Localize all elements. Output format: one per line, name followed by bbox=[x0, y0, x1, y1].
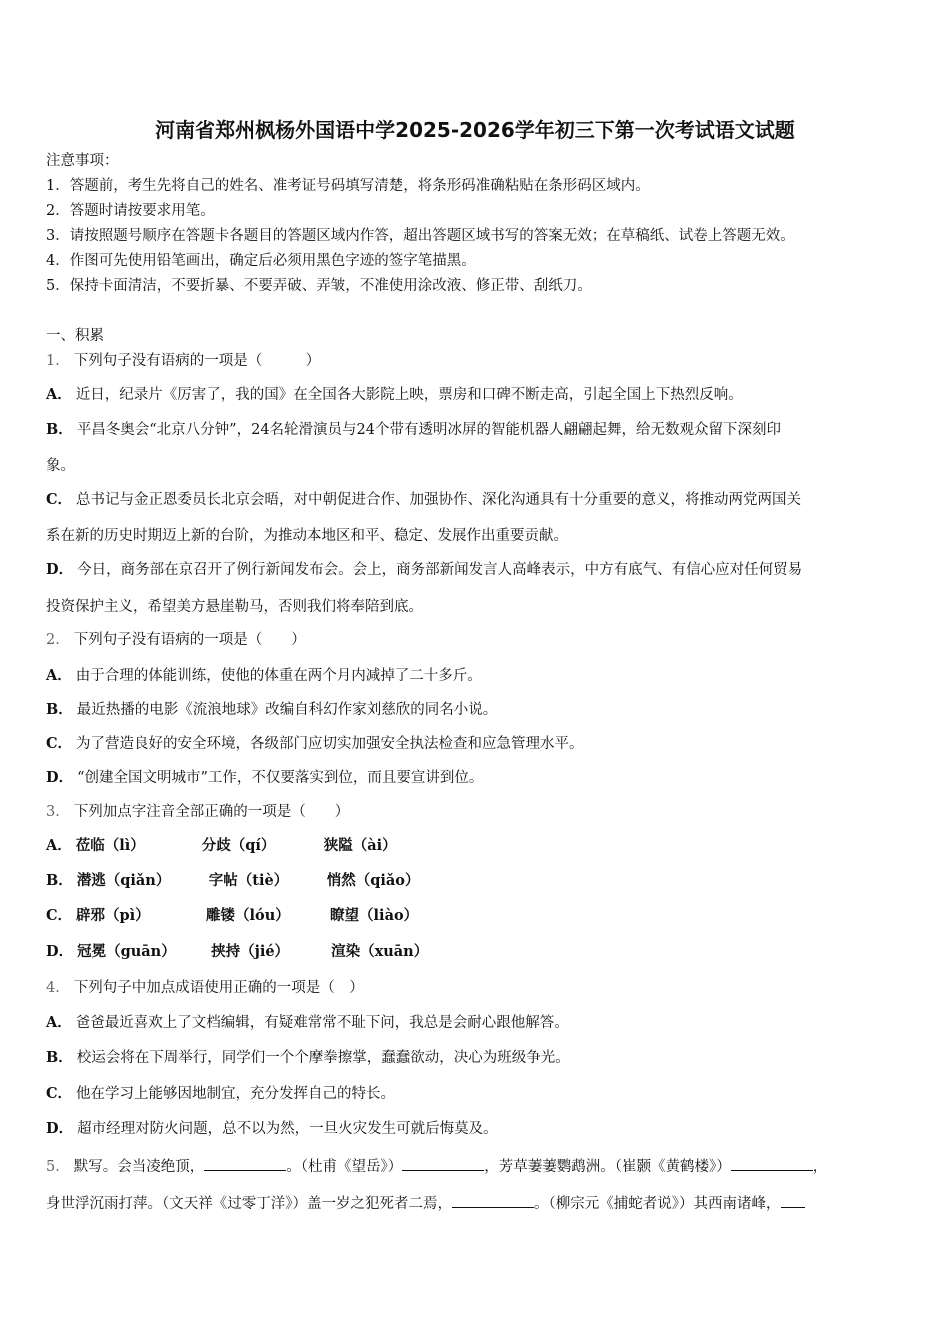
question-3-option-a bbox=[46, 837, 397, 855]
question-1-option-d bbox=[46, 561, 802, 579]
question-text: 。（柳宗元《捕蛇者说》）其西南诸峰， bbox=[534, 1196, 781, 1212]
question-1-option-b bbox=[46, 421, 781, 439]
option-text: 今日，商务部在京召开了例行新闻发布会。会上，商务部新闻发言人高峰表示，中方有底气、有信心应对任何贸易 bbox=[77, 562, 803, 578]
option-text: 总书记与金正恩委员长北京会晤，对中朝促进合作、加强协作、深化沟通具有十分重要的意义，将推动两党两国关 bbox=[76, 492, 802, 508]
question-number: 5． bbox=[46, 1159, 70, 1175]
notice-heading: 注意事项： bbox=[46, 153, 119, 169]
option-label: B． bbox=[46, 1049, 73, 1066]
question-1-option-b-cont: 象。 bbox=[46, 458, 75, 474]
question-1-option-a bbox=[46, 386, 743, 404]
option-text: 平昌冬奥会“北京八分钟”，24名轮滑演员与24个带有透明冰屏的智能机器人翩翩起舞，给无数观众留下深刻印 bbox=[76, 422, 781, 438]
pinyin-item: 字帖（tiè） bbox=[208, 872, 289, 889]
question-3-option-d bbox=[46, 943, 428, 961]
section-heading: 一、积累 bbox=[46, 328, 104, 344]
pinyin-item: 分歧（qí） bbox=[201, 837, 276, 854]
option-label: B． bbox=[46, 701, 73, 718]
question-2-stem bbox=[46, 631, 306, 649]
pinyin-item: 冠冕（guān） bbox=[77, 943, 176, 960]
pinyin-item: 狭隘（ài） bbox=[323, 837, 397, 854]
question-number: 1． bbox=[46, 353, 70, 369]
option-text: 最近热播的电影《流浪地球》改编自科幻作家刘慈欣的同名小说。 bbox=[76, 702, 498, 718]
question-4-option-d bbox=[46, 1120, 498, 1138]
notice-item: 1．答题前，考生先将自己的姓名、准考证号码填写清楚，将条形码准确粘贴在条形码区域内。 bbox=[46, 178, 650, 194]
question-text: 下列句子中加点成语使用正确的一项是（ ） bbox=[73, 980, 364, 996]
question-text: 下列加点字注音全部正确的一项是（ ） bbox=[73, 804, 350, 820]
question-text: 默写。会当凌绝顶， bbox=[73, 1159, 205, 1175]
option-label: D． bbox=[46, 943, 74, 960]
question-number: 4． bbox=[46, 980, 70, 996]
question-number: 2． bbox=[46, 632, 70, 648]
question-1-option-c bbox=[46, 491, 801, 509]
question-4-option-b bbox=[46, 1049, 570, 1067]
option-label: C． bbox=[46, 1085, 73, 1102]
option-label: C． bbox=[46, 907, 73, 924]
question-3-option-c bbox=[46, 907, 418, 925]
question-5-line-2 bbox=[46, 1193, 805, 1213]
question-1-stem bbox=[46, 352, 320, 370]
option-text: 由于合理的体能训练，使他的体重在两个月内减掉了二十多斤。 bbox=[75, 668, 482, 684]
fill-blank[interactable] bbox=[781, 1193, 805, 1208]
question-1-option-d-cont: 投资保护主义，希望美方悬崖勒马，否则我们将奉陪到底。 bbox=[46, 599, 423, 615]
pinyin-item: 悄然（qiǎo） bbox=[326, 872, 420, 889]
pinyin-item: 雕镂（lóu） bbox=[206, 907, 290, 924]
page-title: 河南省郑州枫杨外国语中学2025-2026学年初三下第一次考试语文试题 bbox=[155, 118, 795, 142]
option-label: D． bbox=[46, 1120, 74, 1137]
question-4-stem bbox=[46, 979, 364, 997]
question-number: 3． bbox=[46, 804, 70, 820]
question-text: 身世浮沉雨打萍。（文天祥《过零丁洋》）盖一岁之犯死者二焉， bbox=[46, 1196, 452, 1212]
question-text: ，芳草萋萋鹦鹉洲。（崔颢《黄鹤楼》） bbox=[484, 1159, 731, 1175]
option-text: 他在学习上能够因地制宜，充分发挥自己的特长。 bbox=[76, 1086, 396, 1102]
option-label: D． bbox=[46, 561, 74, 578]
fill-blank[interactable] bbox=[452, 1193, 534, 1208]
pinyin-item: 潜逃（qiǎn） bbox=[76, 872, 171, 889]
option-label: A． bbox=[46, 837, 72, 854]
option-label: A． bbox=[46, 386, 72, 403]
fill-blank[interactable] bbox=[204, 1156, 286, 1171]
option-label: C． bbox=[46, 735, 73, 752]
question-1-option-c-cont: 系在新的历史时期迈上新的台阶，为推动本地区和平、稳定、发展作出重要贡献。 bbox=[46, 528, 568, 544]
option-text: “创建全国文明城市”工作，不仅要落实到位，而且要宣讲到位。 bbox=[77, 770, 484, 786]
question-text: 下列句子没有语病的一项是（ ） bbox=[73, 353, 321, 369]
question-4-option-a bbox=[46, 1014, 569, 1032]
question-2-option-a bbox=[46, 667, 482, 685]
pinyin-item: 辟邪（pì） bbox=[76, 907, 150, 924]
question-3-stem bbox=[46, 803, 349, 821]
question-5-line-1 bbox=[46, 1156, 827, 1176]
question-4-option-c bbox=[46, 1085, 395, 1103]
question-text: ， bbox=[812, 1159, 828, 1175]
option-label: B． bbox=[46, 872, 73, 889]
pinyin-item: 瞭望（liào） bbox=[330, 907, 419, 924]
option-label: B． bbox=[46, 421, 73, 438]
question-2-option-b bbox=[46, 701, 497, 719]
option-label: C． bbox=[46, 491, 73, 508]
question-text: 。（杜甫《望岳》） bbox=[286, 1159, 403, 1175]
option-label: D． bbox=[46, 769, 74, 786]
notice-item: 2．答题时请按要求用笔。 bbox=[46, 203, 215, 219]
option-text: 近日，纪录片《厉害了，我的国》在全国各大影院上映，票房和口碑不断走高，引起全国上下热烈反响。 bbox=[75, 387, 743, 403]
option-text: 校运会将在下周举行，同学们一个个摩拳擦掌，蠢蠢欲动，决心为班级争光。 bbox=[76, 1050, 570, 1066]
pinyin-item: 挟持（jié） bbox=[211, 943, 290, 960]
question-3-option-b bbox=[46, 872, 419, 890]
option-text: 为了营造良好的安全环境，各级部门应切实加强安全执法检查和应急管理水平。 bbox=[76, 736, 584, 752]
question-2-option-d bbox=[46, 769, 483, 787]
option-label: A． bbox=[46, 1014, 72, 1031]
option-label: A． bbox=[46, 667, 72, 684]
pinyin-item: 莅临（lì） bbox=[75, 837, 145, 854]
fill-blank[interactable] bbox=[402, 1156, 484, 1171]
question-text: 下列句子没有语病的一项是（ ） bbox=[73, 632, 306, 648]
option-text: 爸爸最近喜欢上了文档编辑，有疑难常常不耻下问，我总是会耐心跟他解答。 bbox=[75, 1015, 569, 1031]
question-2-option-c bbox=[46, 735, 584, 753]
notice-item: 4．作图可先使用铅笔画出，确定后必须用黑色字迹的签字笔描黑。 bbox=[46, 253, 476, 269]
option-text: 超市经理对防火问题，总不以为然，一旦火灾发生可就后悔莫及。 bbox=[77, 1121, 498, 1137]
notice-item: 5．保持卡面清洁，不要折暴、不要弄破、弄皱，不准使用涂改液、修正带、刮纸刀。 bbox=[46, 278, 592, 294]
notice-item: 3．请按照题号顺序在答题卡各题目的答题区域内作答，超出答题区域书写的答案无效；在草稿纸、试卷上答题无效。 bbox=[46, 228, 795, 244]
pinyin-item: 渲染（xuān） bbox=[331, 943, 429, 960]
fill-blank[interactable] bbox=[731, 1156, 813, 1171]
